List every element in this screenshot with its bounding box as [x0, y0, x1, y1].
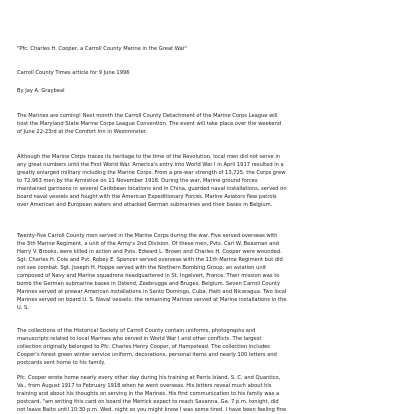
- paragraph-3: Twenty-five Carroll County men served in the Marine Corps during the war. Five served overseas with the 5th Marine Regiment, a unit of the Army's 2nd Division. Of these men, Pvts. Carl W. Beasman and Harry V. Brooks, were killed in action and Pvts. Edward L. Brown and Charles H. Cooper were wounded. Sgt. Charles H. Cole and Pvt. Robey E. Spencer served overseas with the 11th Marine Regiment but did not see combat. Sgt. Joseph H. Hoppe served with the Northern Bombing Group, an aviation unit composed of Navy and Marine squadrons headquartered in St. Ingelvert, France. Their mission was to bomb the German submarine bases in Ostend, Zeebrugge and Bruges, Belgium. Seven Carroll County Marines served at prewar American installations in Santo Domingo, Cuba, Haiti and Nicaragua. Two local Marines served on board U. S. Naval vessels; the remaining Marines served at Marine installations in the U. S.: [17, 233, 287, 312]
- article-title: "Pfc. Charles H. Cooper, a Carroll County Marine in the Great War": [17, 46, 188, 52]
- paragraph-4: The collections of the Historical Society of Carroll County contain uniforms, photographs and manuscripts related to local Marines who served in World War I and other conflicts. The largest collection originally belonged to Pfc. Charles Henry Cooper, of Hampstead. The collection includes Cooper's forest green winter service uniform, decorations, personal items and nearly 100 letters and postcards sent home to his family.: [17, 328, 277, 367]
- paragraph-1: The Marines are coming! Next month the Carroll County Detachment of the Marine Corps League will host the Maryland State Marine Corps League Convention. The event will take place over the weekend of June 22-23rd at the Comfort Inn in Westminster.: [17, 113, 282, 136]
- paragraph-5: Pfc. Cooper wrote home nearly every other day during his training at Parris Island, S. C. and Quantico, Va., from August 1917 to February 1918 when he went overseas. His letters reveal much about his training and about his thoughts on serving in the Marines. His first communication to his family was a postcard, "am writing this card on board the Merrick expect to reach Savanna, Ga. 7 p.m. tonight, did not leave Balto until 10:30 p.m. Wed. night so you might know I was some tired. I have been feeling fine: [17, 375, 287, 414]
- paragraph-2: Although the Marine Corps traces its heritage to the time of the Revolution, local men did not serve in any great numbers until the First World War. America's entry into World War I in April 1917 resulted in a greatly enlarged military including the Marine Corps. From a pre-war strength of 13,725, the Corps grew to 72,963 men by the Armistice on 11 November 1918. During the war, Marine ground forces maintained garrisons in several Caribbean locations and in China, guarded naval installations, served on board naval vessels and fought with the American Expeditionary Forces. Marine Aviators flew patrols over American and European waters and attacked German submarines and their bases in Belgium.: [17, 154, 287, 209]
- article-source: Carroll County Times article for 9 June 1996: [17, 70, 130, 76]
- article-byline: By Jay A. Graybeal: [17, 88, 65, 94]
